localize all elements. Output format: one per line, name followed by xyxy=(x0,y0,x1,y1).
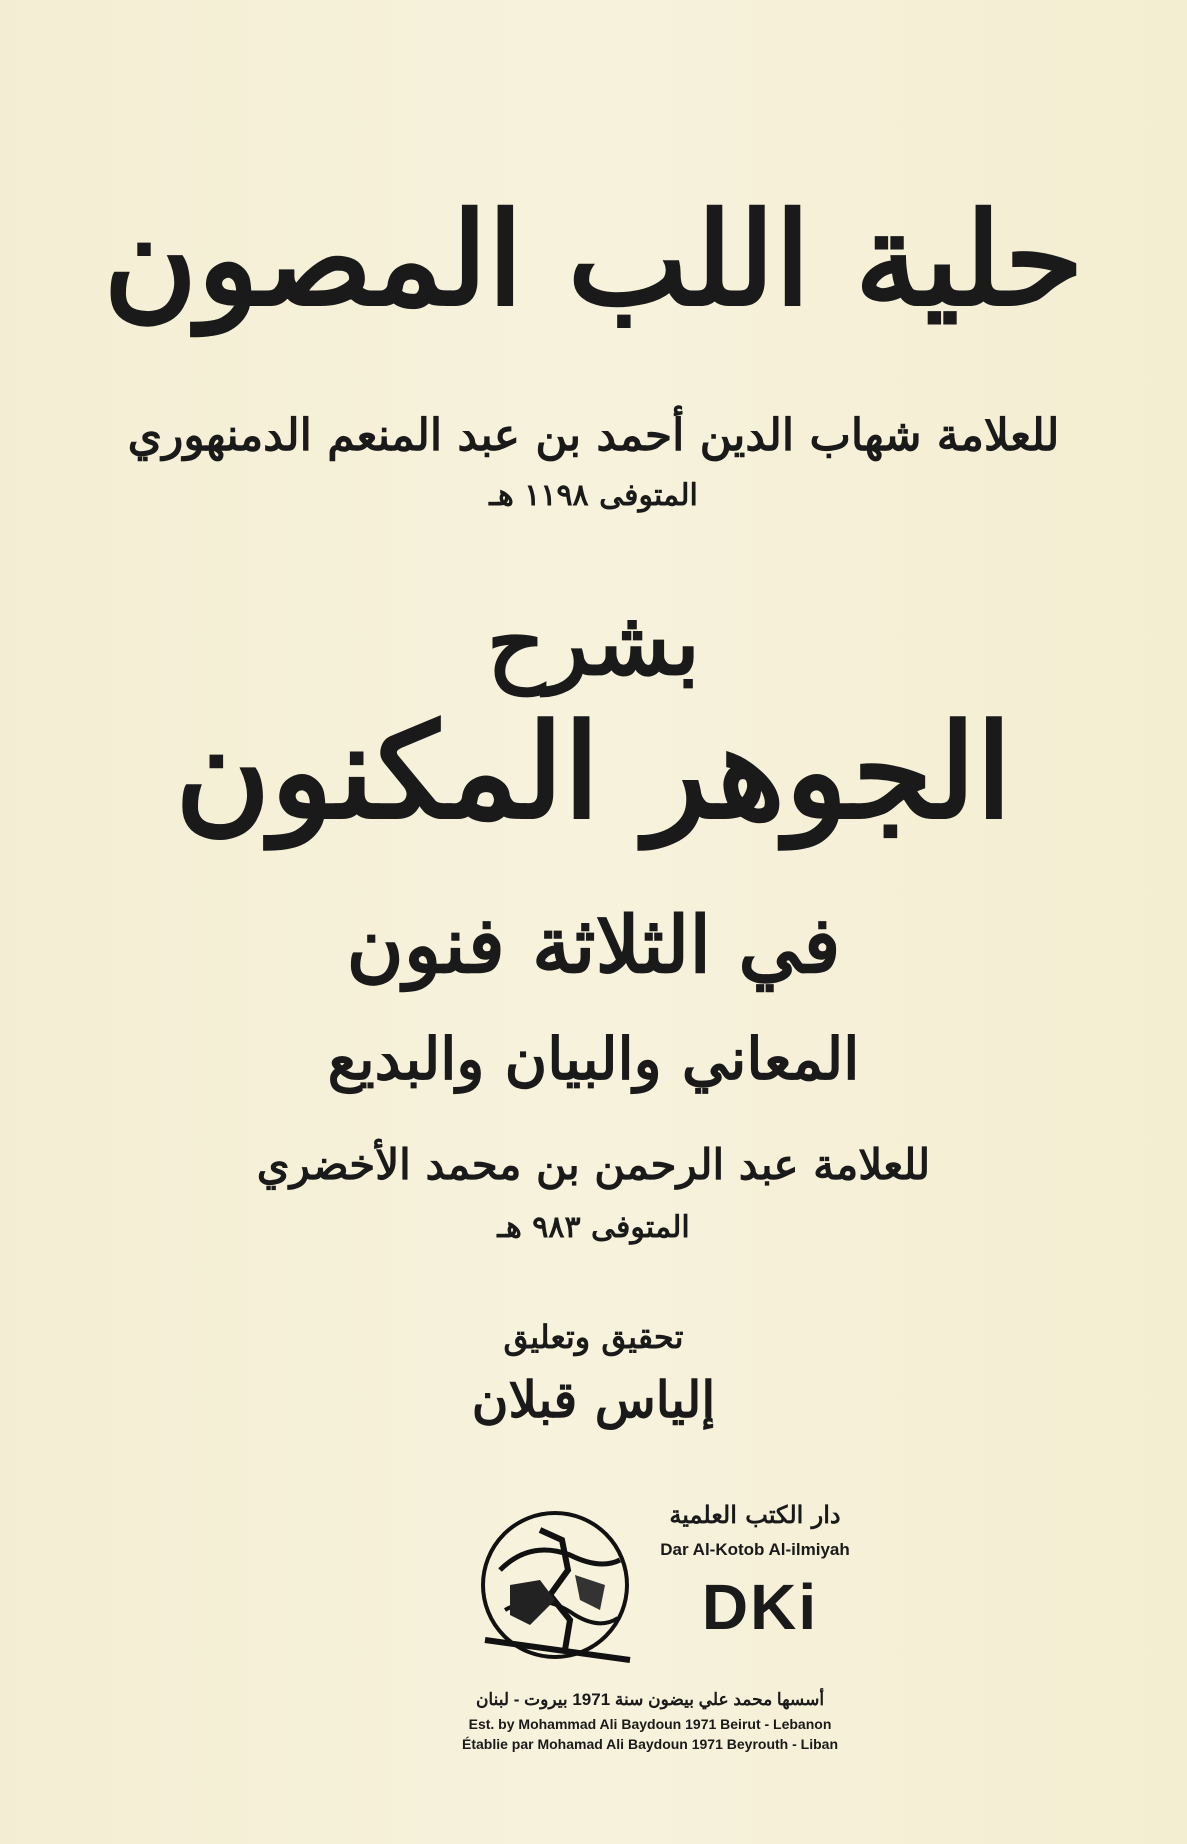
edited-by-label: تحقيق وتعليق xyxy=(503,1318,684,1356)
est-french: Établie par Mohamad Ali Baydoun 1971 Beyrouth - Liban xyxy=(462,1736,838,1752)
publisher-english-name: Dar Al-Kotob Al-ilmiyah xyxy=(660,1540,850,1559)
publisher-block xyxy=(470,1490,870,1690)
editor-name: إلياس قبلان xyxy=(471,1370,716,1429)
death-date-2: المتوفى ٩٨٣ هـ xyxy=(497,1210,690,1245)
publisher-dki-logo: DKi xyxy=(701,1571,819,1643)
publisher-globe-logo xyxy=(470,1500,640,1670)
second-title: الجوهر المكنون xyxy=(175,695,1012,848)
publisher-establishment xyxy=(450,1690,850,1754)
author-line-2: للعلامة عبد الرحمن بن محمد الأخضري xyxy=(256,1140,931,1189)
est-arabic: أسسها محمد علي بيضون سنة 1971 بيروت - لبنان xyxy=(475,1690,825,1709)
sharh-label: بشرح xyxy=(486,590,701,696)
subtitle-line-2: المعاني والبيان والبديع xyxy=(327,1025,860,1093)
est-english: Est. by Mohammad Ali Baydoun 1971 Beirut - Lebanon xyxy=(468,1716,832,1732)
subtitle-line-1: في الثلاثة فنون xyxy=(346,900,841,991)
author-line-1: للعلامة شهاب الدين أحمد بن عبد المنعم الدمنهوري xyxy=(127,410,1060,461)
main-title: حلية اللب المصون xyxy=(103,185,1084,335)
death-date-1: المتوفى ١١٩٨ هـ xyxy=(489,478,698,513)
publisher-arabic-name: دار الكتب العلمية xyxy=(669,1500,841,1529)
